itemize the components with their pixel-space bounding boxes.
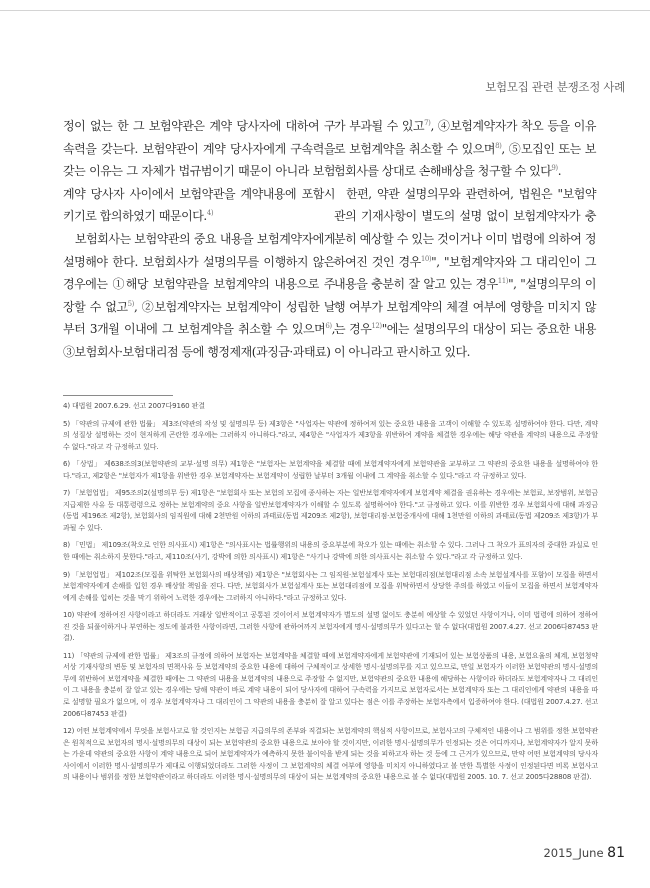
footnote-11: 11) 「약관의 규제에 관한 법률」 제3조의 규정에 의하여 보험자는 보험계약을 체결할 때에 보험계약자에게 보험약관에 기재되어 있는 보험상품의 내용, 보험요율의 체계, 보험청약서상 기재사항의 변동 및 보험자의 면책사유 등 보험계약의 중요한 내용에 대하여 구체적이고 상세한 명시·설명의무를 지고 있으므로, 만일 보험자가 이러한 보험약관의 명시·설명의무에 위반하여 보험계약을 체결한 때에는 그 약관의 내용을 보험계약의 내용으로 주장할 수 없지만, 보험약관의 중요한 내용에 해당하는 사항이라 하더라도 보험계약자나 그 대리인이 그 내용을 충분히 잘 알고 있는 경우에는 당해 약관이 바로 계약 내용이 되어 당사자에 대하여 구속력을 가지므로 보험자로서는 보험계약자 또는 그 대리인에게 약관의 내용을 따로 설명할 필요가 없으며, 이 경우 보험계약자나 그 대리인이 그 약관의 내용을 충분히 잘 알고 있다는 점은 이를 주장하는 보험자측에서 입증하여야 한다. (대법원 2007.4.27. 선고 2006다87453 판결)	[63, 650, 598, 718]
footnote-8: 8) 「민법」 제109조(착오로 인한 의사표시) 제1항은 "의사표시는 법률행위의 내용의 중요부분에 착오가 있는 때에는 취소할 수 있다. 그러나 그 착오가 표의자의 중대한 과실로 인한 때에는 취소하지 못한다."라고, 제110조(사기, 강박에 의한 의사표시) 제1항은 "사기나 강박에 의한 의사표시는 취소할 수 있다."라고 각 규정하고 있다.	[63, 540, 598, 562]
footnote-9: 9) 「보험업법」 제102조(모집을 위탁한 보험회사의 배상책임) 제1항은 "보험회사는 그 임직원·보험설계사 또는 보험대리점(보험대리점 소속 보험설계사를 포함)이 모집을 하면서 보험계약자에게 손해를 입힌 경우 배상할 책임을 진다. 다만, 보험회사가 보험설계사 또는 보험대리점에 모집을 위탁하면서 상당한 주의를 하였고 이들이 모집을 하면서 보험계약자에게 손해를 입히는 것을 막기 위하여 노력한 경우에는 그러하지 아니하다."라고 규정하고 있다.	[63, 569, 598, 602]
right-paragraph-2-text-a: 한편, 약관 설명의무와 관련하여, 법원은 "보험약관의 기재사항이 별도의 설명 없이 보험계약자가 충분히 예상할 수 있는 것이거나 이미 법령에 의하여 정하여진 것인 경우	[334, 186, 596, 269]
right-paragraph-2	[334, 183, 596, 364]
left-paragraph-2	[63, 228, 335, 364]
footnote-5: 5) 「약관의 규제에 관한 법률」 제3조(약관의 작성 및 설명의무 등) 제3항은 "사업자는 약관에 정하여져 있는 중요한 내용을 고객이 이해할 수 있도록 설명하여야 한다. 다만, 계약의 성질상 설명하는 것이 현저하게 곤란한 경우에는 그러하지 아니하다."라고, 제4항은 "사업자가 제3항을 위반하여 계약을 체결한 경우에는 해당 약관을 계약의 내용으로 주장할 수 없다."라고 각 규정하고 있다.	[63, 418, 598, 451]
footnote-divider	[63, 395, 173, 396]
body-column-right	[334, 115, 596, 364]
footnote-4: 4) 대법원 2007.6.29. 선고 2007다9160 판결	[63, 401, 205, 410]
right-paragraph-2-text-c: ", "설명의무의 이행 여부가 보험계약의 체결 여부에 영향을 미치지 않는 경우	[334, 277, 597, 337]
footnote-10: 10) 약관에 정하여진 사항이라고 하더라도 거래상 일반적이고 공통된 것이어서 보험계약자가 별도의 설명 없이도 충분히 예상할 수 있었던 사항이거나, 이미 법령에 의하여 정하여진 것을 되풀이하거나 부연하는 정도에 불과한 사항이라면, 그러한 사항에 관하여까지 보험자에게 명시·설명의무가 있다고는 할 수 없다(대법원 2007.4.27. 선고 2006다87453 판결).	[63, 610, 598, 643]
left-paragraph-1-text: 정이 없는 한 그 보험약관은 계약 당사자에 대하여 구속력을 갖는다. 보험약관이 계약 당사자에게 구속력을 갖는 이유는 그 자체가 법규범이기 때문이 아니라 보험계약 당사자 사이에서 보험약관을 계약내용에 포함시키기로 합의하였기 때문이다.	[63, 119, 335, 224]
right-paragraph-1	[334, 115, 596, 183]
right-paragraph-2-text-b: ", "보험계약자와 그 대리인이 그 내용을 충분히 잘 알고 있는 경우	[334, 254, 596, 292]
footnote-ref-12[interactable]: 12)	[371, 322, 382, 331]
issue-label: 2015_June	[543, 846, 604, 860]
body-column-left	[63, 115, 335, 364]
footnote-12: 12) 어떤 보험계약에서 무엇을 보험사고로 할 것인지는 보험금 지급의무의 존부와 직결되는 보험계약의 핵심적 사항이므로, 보험사고의 구체적인 내용이나 그 범위를 정한 보험약관은 원칙적으로 보험자의 명시·설명의무의 대상이 되는 보험약관의 중요한 내용으로 보아야 할 것이지만, 이러한 명시·설명의무가 인정되는 것은 어디까지나, 보험계약자가 알지 못하는 가운데 약관의 중요한 사항이 계약 내용으로 되어 보험계약자가 예측하지 못한 불이익을 받게 되는 것을 피하고자 하는 것 등에 그 근거가 있으므로, 만약 어떤 보험계약의 당사자 사이에서 이러한 명시·설명의무가 제대로 이행되었더라도 그러한 사정이 그 보험계약의 체결 여부에 영향을 미치지 아니하였다고 볼 만한 특별한 사정이 인정된다면 비록 보험사고의 내용이나 범위를 정한 보험약관이라고 하더라도 이러한 명시·설명의무의 대상이 되는 보험계약의 중요한 내용으로 볼 수 없다(대법원 2005. 10. 7. 선고 2005다28808 판결).	[63, 726, 598, 782]
footnote-ref-10[interactable]: 10)	[420, 254, 432, 263]
footnote-6: 6) 「상법」 제638조의3(보험약관의 교부·설명 의무) 제1항은 "보험자는 보험계약을 체결할 때에 보험계약자에게 보험약관을 교부하고 그 약관의 중요한 내용을 설명하여야 한다."라고, 제2항은 "보험자가 제1항을 위반한 경우 보험계약자는 보험계약이 성립한 날부터 3개월 이내에 그 계약을 취소할 수 있다."라고 각 규정하고 있다.	[63, 459, 598, 480]
footnote-ref-8[interactable]: 8)	[495, 141, 502, 150]
left-paragraph-2-text-a: 보험회사는 보험약관의 중요 내용을 보험계약자에게 설명해야 한다. 보험회사가 설명의무를 이행하지 않은 경우에는 ①해당 보험약관을 보험계약의 내용으로 주장할 수 없고	[63, 231, 335, 314]
running-head: 보험모집 관련 분쟁조정 사례	[485, 80, 625, 94]
footnote-ref-4[interactable]: 4)	[206, 209, 214, 218]
footnote-ref-9[interactable]: 9)	[551, 164, 558, 173]
top-rule	[0, 10, 650, 11]
left-paragraph-2-text-b: , ②보험계약자는 보험계약이 성립한 날부터 3개월 이내에 그 보험계약을 취소할 수 있으며	[63, 299, 335, 337]
right-paragraph-1-text-c: , ⑤모집인 또는 보험회사를 상대로 손해배상을 청구할 수 있다	[334, 141, 596, 179]
right-paragraph-2-text-d: "에는 설명의무의 대상이 되는 중요한 내용이 아니라고 판시하고 있다.	[334, 322, 596, 359]
footnote-ref-11[interactable]: 11)	[497, 277, 509, 286]
page-footer	[543, 845, 625, 861]
right-paragraph-1-text-b: , ④보험계약자가 착오 등을 이유로 보험계약을 취소할 수 있으며	[334, 119, 597, 156]
footnote-7: 7) 「보험업법」 제95조의2(설명의무 등) 제1항은 "보험회사 또는 보험의 모집에 종사하는 자는 일반보험계약자에게 보험계약 체결을 권유하는 경우에는 보험료, 보장범위, 보험금 지급제한 사유 등 대통령령으로 정하는 보험계약의 중요 사항을 일반보험계약자가 이해할 수 있도록 설명하여야 한다."고 규정하고 있다. 이를 위반한 경우 보험회사에 대해 과징금(동법 제196조 제2항), 보험회사의 임직원에 대해 2천만원 이하의 과태료(동법 제209조 제2항), 보험대리점·보험중개사에 대해 1천만원 이하의 과태료(동법 제209조 제3항)가 부과될 수 있다.	[63, 488, 598, 532]
footnote-ref-5[interactable]: 5)	[127, 299, 134, 308]
right-paragraph-1-text-d: .	[557, 164, 562, 179]
footnote-ref-7[interactable]: 7)	[424, 119, 431, 127]
left-paragraph-1	[63, 115, 335, 228]
left-paragraph-2-text-c: , ③보험회사·보험대리점 등에 행정제재(과징금·과태료)	[63, 322, 335, 359]
footnote-ref-6[interactable]: 6)	[325, 322, 332, 331]
right-paragraph-1-text-a: 가 부과될 수 있고	[334, 119, 425, 133]
footnotes	[63, 400, 598, 783]
page-number: 81	[607, 845, 625, 861]
